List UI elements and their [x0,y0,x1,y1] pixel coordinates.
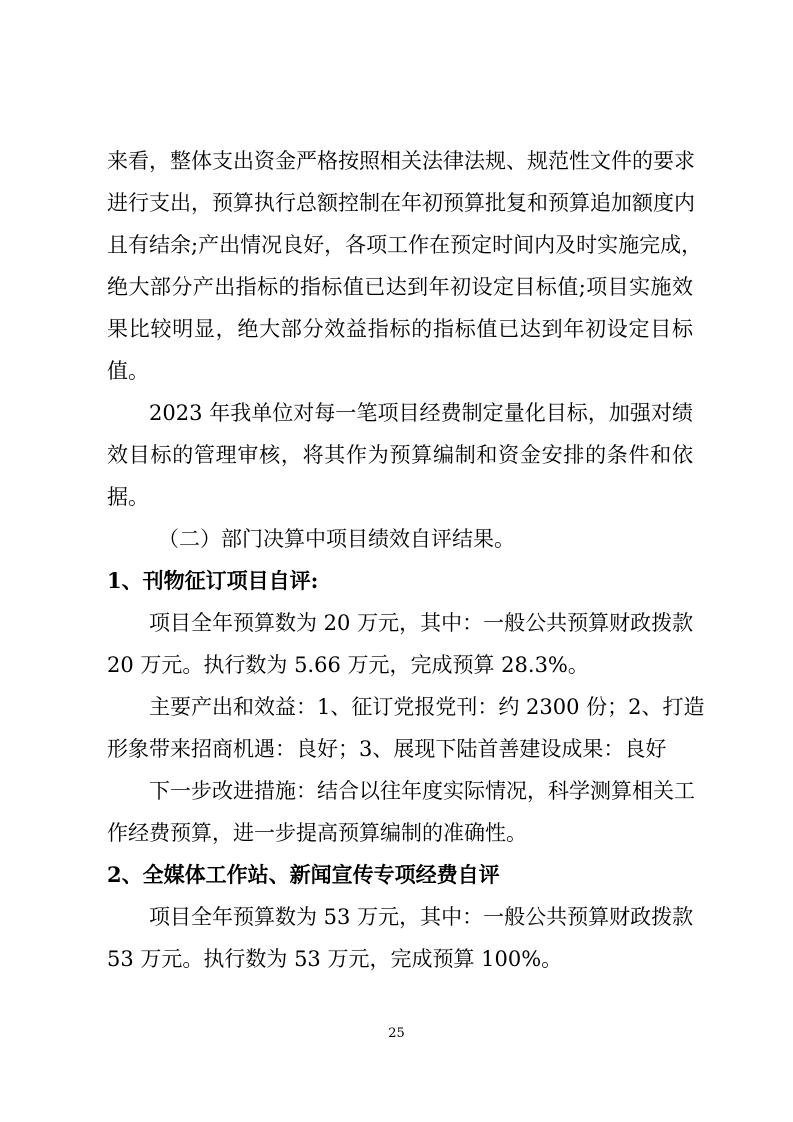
paragraph-2-line-2: 效目标的管理审核，将其作为预算编制和资金安排的条件和依 [107,443,693,467]
paragraph-1-line-5: 果比较明显，绝大部分效益指标的指标值已达到年初设定目标 [107,317,693,341]
item-1-output-line-1: 主要产出和效益：1、征订党报党刊：约 2300 份；2、打造 [149,695,705,719]
item-1-output-line-2: 形象带来招商机遇：良好；3、展现下陆首善建设成果：良好 [107,737,667,761]
item-2-budget-line-1: 项目全年预算数为 53 万元，其中：一般公共预算财政拨款 [149,905,694,929]
item-1-budget-line-2: 20 万元。执行数为 5.66 万元，完成预算 28.3%。 [107,653,589,677]
paragraph-2-line-1: 2023 年我单位对每一笔项目经费制定量化目标，加强对绩 [149,401,693,425]
paragraph-2-line-3: 据。 [107,485,149,509]
paragraph-1-line-2: 进行支出，预算执行总额控制在年初预算批复和预算追加额度内 [107,191,695,215]
paragraph-1-line-1: 来看，整体支出资金严格按照相关法律法规、规范性文件的要求 [107,149,695,173]
item-1-improvement-line-1: 下一步改进措施：结合以往年度实际情况，科学测算相关工 [149,779,695,803]
item-1-improvement-line-2: 作经费预算，进一步提高预算编制的准确性。 [107,821,527,845]
item-2-title: 2、全媒体工作站、新闻宣传专项经费自评 [107,862,500,887]
paragraph-1-line-3: 且有结余;产出情况良好，各项工作在预定时间内及时实施完成， [107,233,703,257]
page-number: 25 [388,1026,405,1041]
item-1-budget-line-1: 项目全年预算数为 20 万元，其中：一般公共预算财政拨款 [149,611,694,635]
section-heading: （二）部门决算中项目绩效自评结果。 [158,527,515,551]
item-2-budget-line-2: 53 万元。执行数为 53 万元，完成预算 100%。 [107,947,563,971]
paragraph-1-line-4: 绝大部分产出指标的指标值已达到年初设定目标值;项目实施效 [107,275,693,299]
item-1-title: 1、刊物征订项目自评: [107,568,319,593]
paragraph-1-line-6: 值。 [107,359,149,383]
